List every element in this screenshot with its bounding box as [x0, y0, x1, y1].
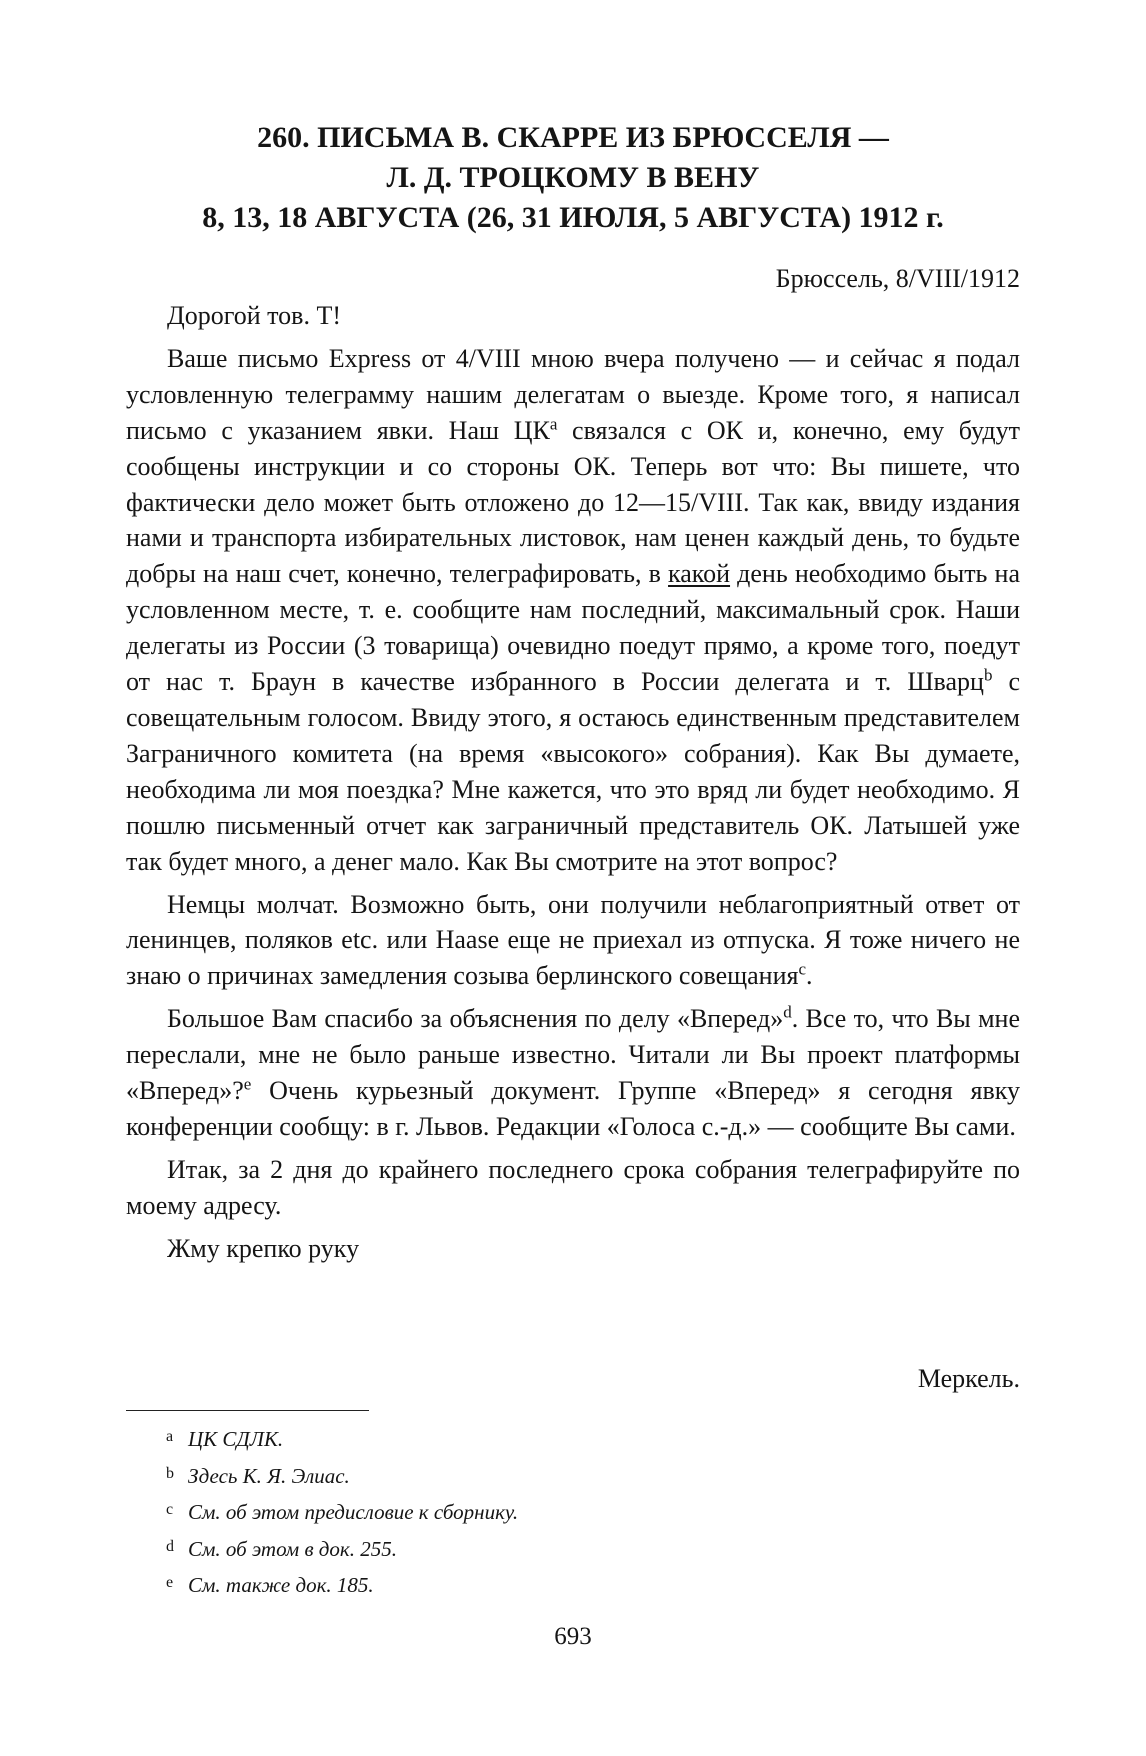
paragraph-1: Ваше письмо Express от 4/VIII мною вчера получено — и сейчас я подал условленную телеграмму нашим делегатам о выезде. Кроме того, я написал письмо с указанием явки. Наш $ЦК^a$ связался с ОК и, конечно, ему будут сообщены инструкции и со стороны ОК. Теперь вот что: Вы пишете, что фактически дело может быть отложено до 12—15/VIII. Так как, ввиду издания нами и транспорта избирательных листовок, нам ценен каждый день, то будьте добры на наш счет, конечно, телеграфировать, в какой день необходимо быть на условленном месте, т. е. сообщите нам последний, максимальный срок. Наши делегаты из России (3 товарища) очевидно поедут прямо, а кроме того, поедут от нас т. Браун в качестве избранного в России делегата и т. Шварц$^b$ с совещательным голосом. Ввиду этого, я остаюсь единственным представителем Заграничного комитета (на время «высокого» собрания). Как Вы думаете, необходима ли моя поездка? Мне кажется, что это вряд ли будет необходимо. Я пошлю письменный отчет как заграничный представитель ОК. Латышей уже так будет много, а денег мало. Как Вы смотрите на этот вопрос?: [126, 343, 1020, 876]
footnote-b: b Здесь К. Я. Элиас.: [166, 1463, 350, 1488]
footnote-divider: [126, 1410, 369, 1411]
page-number: 693: [554, 1623, 592, 1650]
document-title: [100, 118, 1046, 238]
footnote-c: c См. об этом предисловие к сборнику.: [166, 1500, 519, 1524]
title-line-1: 260. ПИСЬМА В. СКАРРЕ ИЗ БРЮССЕЛЯ —: [257, 121, 889, 154]
footnote-d: d См. об этом в док. 255.: [166, 1536, 398, 1561]
place-date: Брюссель, 8/VIII/1912: [775, 264, 1020, 293]
paragraph-4: Итак, за 2 дня до крайнего последнего срока собрания телеграфируйте по моему адресу.: [126, 1154, 1020, 1220]
paragraph-3: Большое Вам спасибо за объяснения по делу «Вперед»$^d$. Все то, что Вы мне переслали, мне не было раньше известно. Читали ли Вы проект платформы «Вперед»?$^e$ Очень курьезный документ. Группе «Вперед» я сегодня явку конференции сообщу: в г. Львов. Редакции «Голоса с.-д.» — сообщите Вы сами.: [126, 1002, 1021, 1141]
footnote-ref-a[interactable]: a: [549, 414, 558, 434]
title-line-3: 8, 13, 18 АВГУСТА (26, 31 ИЮЛЯ, 5 АВГУСТА) 1912 г.: [202, 201, 944, 234]
footnote-ref-d[interactable]: d: [783, 1002, 792, 1022]
paragraph-2: Немцы молчат. Возможно быть, они получили неблагоприятный ответ от ленинцев, поляков etc. или Haase еще не приехал из отпуска. Я тоже ничего не знаю о причинах замедления созыва берлинского совещания$^c$.: [126, 889, 1020, 991]
footnote-ref-b[interactable]: b: [983, 665, 993, 685]
letter-body: [126, 298, 1020, 1267]
footnote-e: e См. также док. 185.: [166, 1573, 374, 1597]
underlined-word: какой: [668, 559, 731, 589]
title-line-2: Л. Д. ТРОЦКОМУ В ВЕНУ: [386, 161, 760, 194]
signature: Меркель.: [917, 1364, 1020, 1393]
footnotes: [166, 1420, 966, 1603]
footnote-a: a ЦК СДЛК.: [166, 1427, 284, 1451]
salutation: Дорогой тов. Т!: [167, 301, 342, 330]
closing-line: Жму крепко руку: [167, 1233, 360, 1263]
footnote-ref-c[interactable]: c: [798, 959, 807, 979]
footnote-ref-e[interactable]: e: [243, 1074, 252, 1094]
